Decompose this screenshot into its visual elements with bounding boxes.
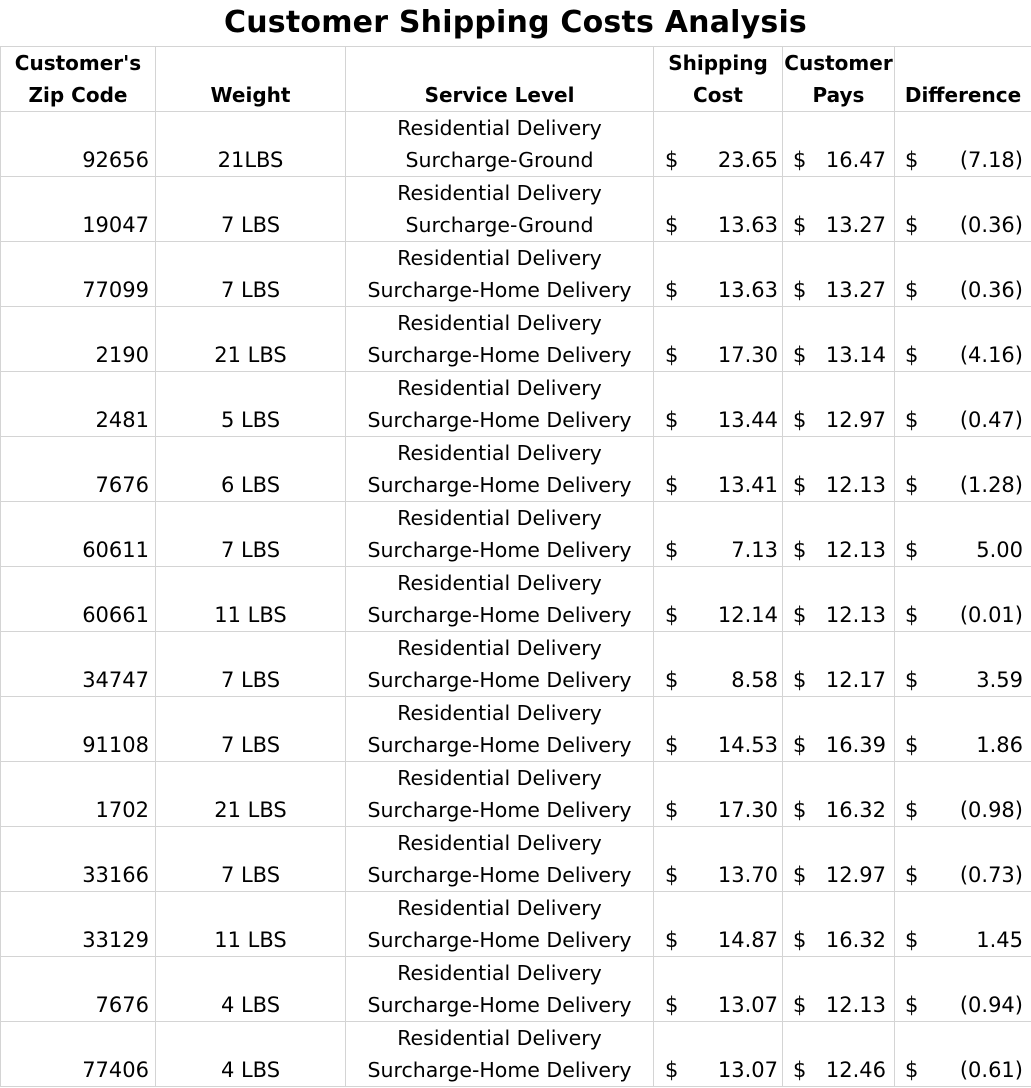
- header-shipping-cost[interactable]: [654, 47, 783, 112]
- service-level-cell[interactable]: [346, 892, 654, 957]
- header-shipping-line2: Cost: [693, 83, 743, 107]
- customer-pays-cell-amount: 12.97: [825, 863, 886, 887]
- table-row: [1, 827, 1031, 892]
- shipping-cost-cell-content: [654, 469, 782, 501]
- header-service-label: Service Level: [424, 83, 575, 107]
- currency-symbol: $: [665, 148, 679, 172]
- shipping-cost-cell-amount: 13.07: [717, 993, 778, 1017]
- customer-pays-cell-content: [783, 1054, 894, 1086]
- difference-cell[interactable]: [895, 632, 1031, 697]
- shipping-cost-cell-amount: 17.30: [717, 343, 778, 367]
- service-level-line1: Residential Delivery: [397, 311, 602, 335]
- table-row: [1, 632, 1031, 697]
- currency-symbol: $: [905, 213, 919, 237]
- weight-cell[interactable]: 5 LBS: [156, 372, 346, 437]
- service-level-cell[interactable]: [346, 697, 654, 762]
- difference-cell-amount: (0.94): [959, 993, 1023, 1017]
- customer-pays-cell-content: [783, 859, 894, 891]
- customer-pays-cell-content: [783, 469, 894, 501]
- difference-cell-amount: (0.73): [959, 863, 1023, 887]
- header-service-level[interactable]: [346, 47, 654, 112]
- shipping-costs-table: [0, 46, 1031, 1087]
- customer-pays-cell-amount: 16.32: [825, 928, 886, 952]
- difference-cell[interactable]: [895, 372, 1031, 437]
- table-row: [1, 502, 1031, 567]
- currency-symbol: $: [665, 798, 679, 822]
- zip-code-cell[interactable]: 33129: [1, 892, 156, 957]
- customer-pays-cell-content: [783, 274, 894, 306]
- service-level-line2: Surcharge-Home Delivery: [367, 993, 632, 1017]
- customer-pays-cell[interactable]: [783, 697, 895, 762]
- service-level-line2: Surcharge-Home Delivery: [367, 473, 632, 497]
- service-level-line1: Residential Delivery: [397, 636, 602, 660]
- service-level-cell[interactable]: [346, 437, 654, 502]
- service-level-cell[interactable]: [346, 827, 654, 892]
- service-level-line1: Residential Delivery: [397, 961, 602, 985]
- difference-cell[interactable]: [895, 892, 1031, 957]
- service-level-line1: Residential Delivery: [397, 701, 602, 725]
- difference-cell-content: [895, 209, 1031, 241]
- customer-pays-cell[interactable]: [783, 372, 895, 437]
- customer-pays-cell-amount: 13.27: [825, 213, 886, 237]
- zip-code-cell[interactable]: 7676: [1, 437, 156, 502]
- currency-symbol: $: [793, 798, 807, 822]
- weight-cell[interactable]: 21LBS: [156, 112, 346, 177]
- service-level-cell[interactable]: [346, 762, 654, 827]
- currency-symbol: $: [905, 668, 919, 692]
- header-zip-line1: Customer's: [14, 51, 142, 75]
- zip-code-cell[interactable]: 77406: [1, 1022, 156, 1087]
- currency-symbol: $: [793, 668, 807, 692]
- zip-code-cell[interactable]: 2190: [1, 307, 156, 372]
- currency-symbol: $: [665, 343, 679, 367]
- difference-cell[interactable]: [895, 957, 1031, 1022]
- service-level-line1: Residential Delivery: [397, 831, 602, 855]
- service-level-line1: Residential Delivery: [397, 506, 602, 530]
- difference-cell-content: [895, 989, 1031, 1021]
- shipping-cost-cell[interactable]: [654, 762, 783, 827]
- currency-symbol: $: [665, 408, 679, 432]
- customer-pays-cell-amount: 12.13: [825, 473, 886, 497]
- header-difference-label: Difference: [904, 83, 1022, 107]
- zip-code-cell[interactable]: 2481: [1, 372, 156, 437]
- header-shipping-line1: Shipping: [668, 51, 768, 75]
- customer-pays-cell-content: [783, 729, 894, 761]
- shipping-cost-cell-content: [654, 664, 782, 696]
- shipping-cost-cell-content: [654, 794, 782, 826]
- table-row: [1, 177, 1031, 242]
- shipping-cost-cell-content: [654, 404, 782, 436]
- customer-pays-cell-content: [783, 794, 894, 826]
- shipping-cost-cell-amount: 8.58: [731, 668, 778, 692]
- service-level-line2: Surcharge-Ground: [405, 148, 594, 172]
- currency-symbol: $: [665, 668, 679, 692]
- table-row: [1, 567, 1031, 632]
- customer-pays-cell-amount: 16.32: [825, 798, 886, 822]
- customer-pays-cell[interactable]: [783, 632, 895, 697]
- weight-cell[interactable]: 7 LBS: [156, 632, 346, 697]
- shipping-cost-cell-amount: 13.63: [717, 213, 778, 237]
- customer-pays-cell-amount: 12.17: [825, 668, 886, 692]
- customer-pays-cell[interactable]: [783, 892, 895, 957]
- service-level-cell[interactable]: [346, 567, 654, 632]
- difference-cell-content: [895, 859, 1031, 891]
- service-level-line2: Surcharge-Home Delivery: [367, 278, 632, 302]
- customer-pays-cell-content: [783, 599, 894, 631]
- service-level-line1: Residential Delivery: [397, 896, 602, 920]
- difference-cell-amount: (0.47): [959, 408, 1023, 432]
- currency-symbol: $: [793, 148, 807, 172]
- shipping-cost-cell-content: [654, 729, 782, 761]
- service-level-line1: Residential Delivery: [397, 766, 602, 790]
- difference-cell[interactable]: [895, 827, 1031, 892]
- header-difference[interactable]: [895, 47, 1031, 112]
- customer-pays-cell-amount: 13.14: [825, 343, 886, 367]
- shipping-cost-cell-amount: 7.13: [731, 538, 778, 562]
- shipping-cost-cell-content: [654, 209, 782, 241]
- service-level-cell[interactable]: [346, 502, 654, 567]
- service-level-cell[interactable]: [346, 112, 654, 177]
- service-level-line1: Residential Delivery: [397, 1026, 602, 1050]
- header-zip-line2: Zip Code: [28, 83, 128, 107]
- shipping-cost-cell-amount: 13.70: [717, 863, 778, 887]
- header-pays-line2: Pays: [812, 83, 865, 107]
- shipping-cost-cell[interactable]: [654, 632, 783, 697]
- service-level-cell[interactable]: [346, 177, 654, 242]
- currency-symbol: $: [905, 733, 919, 757]
- customer-pays-cell-amount: 16.39: [825, 733, 886, 757]
- zip-code-cell[interactable]: 19047: [1, 177, 156, 242]
- difference-cell[interactable]: [895, 762, 1031, 827]
- customer-pays-cell[interactable]: [783, 437, 895, 502]
- currency-symbol: $: [793, 1058, 807, 1082]
- customer-pays-cell[interactable]: [783, 762, 895, 827]
- zip-code-cell[interactable]: 34747: [1, 632, 156, 697]
- customer-pays-cell[interactable]: [783, 307, 895, 372]
- difference-cell-content: [895, 664, 1031, 696]
- weight-cell[interactable]: 7 LBS: [156, 827, 346, 892]
- shipping-cost-cell-content: [654, 144, 782, 176]
- service-level-line2: Surcharge-Home Delivery: [367, 408, 632, 432]
- shipping-cost-cell[interactable]: [654, 1022, 783, 1087]
- customer-pays-cell[interactable]: [783, 502, 895, 567]
- zip-code-cell[interactable]: 60611: [1, 502, 156, 567]
- customer-pays-cell[interactable]: [783, 242, 895, 307]
- service-level-line2: Surcharge-Home Delivery: [367, 343, 632, 367]
- customer-pays-cell-content: [783, 144, 894, 176]
- table-row: [1, 957, 1031, 1022]
- weight-cell[interactable]: 7 LBS: [156, 177, 346, 242]
- shipping-cost-cell-amount: 17.30: [717, 798, 778, 822]
- customer-pays-cell[interactable]: [783, 112, 895, 177]
- weight-cell[interactable]: 6 LBS: [156, 437, 346, 502]
- customer-pays-cell-content: [783, 924, 894, 956]
- shipping-cost-cell-amount: 13.07: [717, 1058, 778, 1082]
- customer-pays-cell[interactable]: [783, 1022, 895, 1087]
- shipping-cost-cell[interactable]: [654, 827, 783, 892]
- service-level-line2: Surcharge-Ground: [405, 213, 594, 237]
- shipping-cost-cell-content: [654, 859, 782, 891]
- difference-cell[interactable]: [895, 1022, 1031, 1087]
- weight-cell[interactable]: 7 LBS: [156, 242, 346, 307]
- shipping-cost-cell-content: [654, 1054, 782, 1086]
- currency-symbol: $: [793, 538, 807, 562]
- shipping-cost-cell[interactable]: [654, 567, 783, 632]
- shipping-cost-cell[interactable]: [654, 697, 783, 762]
- customer-pays-cell[interactable]: [783, 957, 895, 1022]
- service-level-cell[interactable]: [346, 372, 654, 437]
- shipping-cost-cell-content: [654, 989, 782, 1021]
- table-row: [1, 1022, 1031, 1087]
- shipping-cost-cell-content: [654, 924, 782, 956]
- shipping-cost-cell-content: [654, 599, 782, 631]
- service-level-line2: Surcharge-Home Delivery: [367, 1058, 632, 1082]
- currency-symbol: $: [793, 993, 807, 1017]
- difference-cell-amount: (0.36): [959, 213, 1023, 237]
- difference-cell-content: [895, 274, 1031, 306]
- currency-symbol: $: [665, 863, 679, 887]
- header-zip-code[interactable]: [1, 47, 156, 112]
- service-level-cell[interactable]: [346, 242, 654, 307]
- customer-pays-cell-amount: 13.27: [825, 278, 886, 302]
- difference-cell-amount: (0.98): [959, 798, 1023, 822]
- shipping-cost-cell-content: [654, 274, 782, 306]
- currency-symbol: $: [793, 278, 807, 302]
- difference-cell-amount: 3.59: [976, 668, 1023, 692]
- service-level-line1: Residential Delivery: [397, 181, 602, 205]
- shipping-cost-cell-amount: 23.65: [717, 148, 778, 172]
- difference-cell-content: [895, 924, 1031, 956]
- service-level-line2: Surcharge-Home Delivery: [367, 668, 632, 692]
- table-row: [1, 372, 1031, 437]
- header-row: [1, 47, 1031, 112]
- currency-symbol: $: [793, 733, 807, 757]
- shipping-cost-cell[interactable]: [654, 437, 783, 502]
- difference-cell[interactable]: [895, 567, 1031, 632]
- zip-code-cell[interactable]: 92656: [1, 112, 156, 177]
- currency-symbol: $: [905, 1058, 919, 1082]
- shipping-cost-cell[interactable]: [654, 892, 783, 957]
- currency-symbol: $: [665, 1058, 679, 1082]
- difference-cell-amount: 1.45: [976, 928, 1023, 952]
- shipping-cost-cell[interactable]: [654, 307, 783, 372]
- currency-symbol: $: [665, 993, 679, 1017]
- service-level-line2: Surcharge-Home Delivery: [367, 928, 632, 952]
- service-level-line2: Surcharge-Home Delivery: [367, 733, 632, 757]
- currency-symbol: $: [905, 278, 919, 302]
- difference-cell-content: [895, 534, 1031, 566]
- table-row: [1, 437, 1031, 502]
- difference-cell-amount: (7.18): [959, 148, 1023, 172]
- currency-symbol: $: [793, 213, 807, 237]
- difference-cell-content: [895, 1054, 1031, 1086]
- currency-symbol: $: [665, 473, 679, 497]
- currency-symbol: $: [905, 538, 919, 562]
- service-level-cell[interactable]: [346, 957, 654, 1022]
- shipping-cost-cell[interactable]: [654, 372, 783, 437]
- header-weight-label: Weight: [210, 83, 291, 107]
- difference-cell-content: [895, 339, 1031, 371]
- sheet-title: Customer Shipping Costs Analysis: [224, 5, 807, 40]
- difference-cell-content: [895, 729, 1031, 761]
- currency-symbol: $: [665, 278, 679, 302]
- currency-symbol: $: [665, 928, 679, 952]
- customer-pays-cell-content: [783, 339, 894, 371]
- currency-symbol: $: [905, 473, 919, 497]
- difference-cell-content: [895, 144, 1031, 176]
- zip-code-cell[interactable]: 7676: [1, 957, 156, 1022]
- difference-cell-amount: (0.36): [959, 278, 1023, 302]
- service-level-line1: Residential Delivery: [397, 246, 602, 270]
- customer-pays-cell-amount: 16.47: [825, 148, 886, 172]
- difference-cell-content: [895, 794, 1031, 826]
- customer-pays-cell-amount: 12.13: [825, 603, 886, 627]
- customer-pays-cell-amount: 12.97: [825, 408, 886, 432]
- shipping-cost-cell-amount: 14.87: [717, 928, 778, 952]
- currency-symbol: $: [905, 343, 919, 367]
- service-level-line1: Residential Delivery: [397, 376, 602, 400]
- customer-pays-cell[interactable]: [783, 567, 895, 632]
- shipping-cost-cell-amount: 12.14: [717, 603, 778, 627]
- table-body: [1, 112, 1031, 1087]
- currency-symbol: $: [905, 408, 919, 432]
- currency-symbol: $: [905, 928, 919, 952]
- customer-pays-cell[interactable]: [783, 177, 895, 242]
- difference-cell-amount: (4.16): [959, 343, 1023, 367]
- difference-cell-amount: (1.28): [959, 473, 1023, 497]
- table-row: [1, 892, 1031, 957]
- service-level-line2: Surcharge-Home Delivery: [367, 603, 632, 627]
- currency-symbol: $: [665, 213, 679, 237]
- currency-symbol: $: [793, 408, 807, 432]
- currency-symbol: $: [905, 798, 919, 822]
- shipping-cost-cell[interactable]: [654, 112, 783, 177]
- currency-symbol: $: [665, 733, 679, 757]
- customer-pays-cell-content: [783, 209, 894, 241]
- table-row: [1, 697, 1031, 762]
- customer-pays-cell-amount: 12.46: [825, 1058, 886, 1082]
- zip-code-cell[interactable]: 91108: [1, 697, 156, 762]
- currency-symbol: $: [793, 863, 807, 887]
- service-level-line1: Residential Delivery: [397, 441, 602, 465]
- currency-symbol: $: [905, 148, 919, 172]
- service-level-line2: Surcharge-Home Delivery: [367, 538, 632, 562]
- currency-symbol: $: [793, 473, 807, 497]
- difference-cell-content: [895, 404, 1031, 436]
- shipping-cost-cell-content: [654, 339, 782, 371]
- difference-cell-content: [895, 469, 1031, 501]
- weight-cell[interactable]: 21 LBS: [156, 762, 346, 827]
- weight-cell[interactable]: 4 LBS: [156, 1022, 346, 1087]
- currency-symbol: $: [793, 928, 807, 952]
- header-pays-line1: Customer: [784, 51, 893, 75]
- shipping-cost-cell-amount: 14.53: [717, 733, 778, 757]
- currency-symbol: $: [793, 603, 807, 627]
- customer-pays-cell-content: [783, 404, 894, 436]
- difference-cell[interactable]: [895, 307, 1031, 372]
- service-level-line2: Surcharge-Home Delivery: [367, 798, 632, 822]
- service-level-cell[interactable]: [346, 307, 654, 372]
- difference-cell[interactable]: [895, 177, 1031, 242]
- shipping-cost-cell-content: [654, 534, 782, 566]
- shipping-cost-cell-amount: 13.41: [717, 473, 778, 497]
- customer-pays-cell[interactable]: [783, 827, 895, 892]
- header-customer-pays[interactable]: [783, 47, 895, 112]
- service-level-line1: Residential Delivery: [397, 571, 602, 595]
- difference-cell-content: [895, 599, 1031, 631]
- weight-cell[interactable]: 21 LBS: [156, 307, 346, 372]
- customer-pays-cell-content: [783, 664, 894, 696]
- difference-cell-amount: (0.01): [959, 603, 1023, 627]
- difference-cell[interactable]: [895, 697, 1031, 762]
- table-row: [1, 112, 1031, 177]
- difference-cell-amount: 5.00: [976, 538, 1023, 562]
- currency-symbol: $: [905, 993, 919, 1017]
- currency-symbol: $: [793, 343, 807, 367]
- customer-pays-cell-content: [783, 989, 894, 1021]
- customer-pays-cell-content: [783, 534, 894, 566]
- zip-code-cell[interactable]: 60661: [1, 567, 156, 632]
- difference-cell[interactable]: [895, 437, 1031, 502]
- shipping-cost-cell[interactable]: [654, 242, 783, 307]
- zip-code-cell[interactable]: 1702: [1, 762, 156, 827]
- shipping-cost-cell[interactable]: [654, 502, 783, 567]
- header-weight[interactable]: [156, 47, 346, 112]
- weight-cell[interactable]: 11 LBS: [156, 892, 346, 957]
- table-row: [1, 307, 1031, 372]
- weight-cell[interactable]: 7 LBS: [156, 697, 346, 762]
- difference-cell[interactable]: [895, 502, 1031, 567]
- difference-cell-amount: (0.61): [959, 1058, 1023, 1082]
- service-level-line2: Surcharge-Home Delivery: [367, 863, 632, 887]
- service-level-line1: Residential Delivery: [397, 116, 602, 140]
- currency-symbol: $: [665, 538, 679, 562]
- currency-symbol: $: [905, 603, 919, 627]
- weight-cell[interactable]: 7 LBS: [156, 502, 346, 567]
- shipping-cost-cell-amount: 13.44: [717, 408, 778, 432]
- weight-cell[interactable]: 4 LBS: [156, 957, 346, 1022]
- shipping-cost-cell[interactable]: [654, 957, 783, 1022]
- weight-cell[interactable]: 11 LBS: [156, 567, 346, 632]
- customer-pays-cell-amount: 12.13: [825, 538, 886, 562]
- difference-cell[interactable]: [895, 242, 1031, 307]
- zip-code-cell[interactable]: 77099: [1, 242, 156, 307]
- shipping-cost-cell[interactable]: [654, 177, 783, 242]
- shipping-cost-cell-amount: 13.63: [717, 278, 778, 302]
- service-level-cell[interactable]: [346, 1022, 654, 1087]
- currency-symbol: $: [905, 863, 919, 887]
- difference-cell[interactable]: [895, 112, 1031, 177]
- table-row: [1, 242, 1031, 307]
- currency-symbol: $: [665, 603, 679, 627]
- difference-cell-amount: 1.86: [976, 733, 1023, 757]
- zip-code-cell[interactable]: 33166: [1, 827, 156, 892]
- customer-pays-cell-amount: 12.13: [825, 993, 886, 1017]
- service-level-cell[interactable]: [346, 632, 654, 697]
- table-row: [1, 762, 1031, 827]
